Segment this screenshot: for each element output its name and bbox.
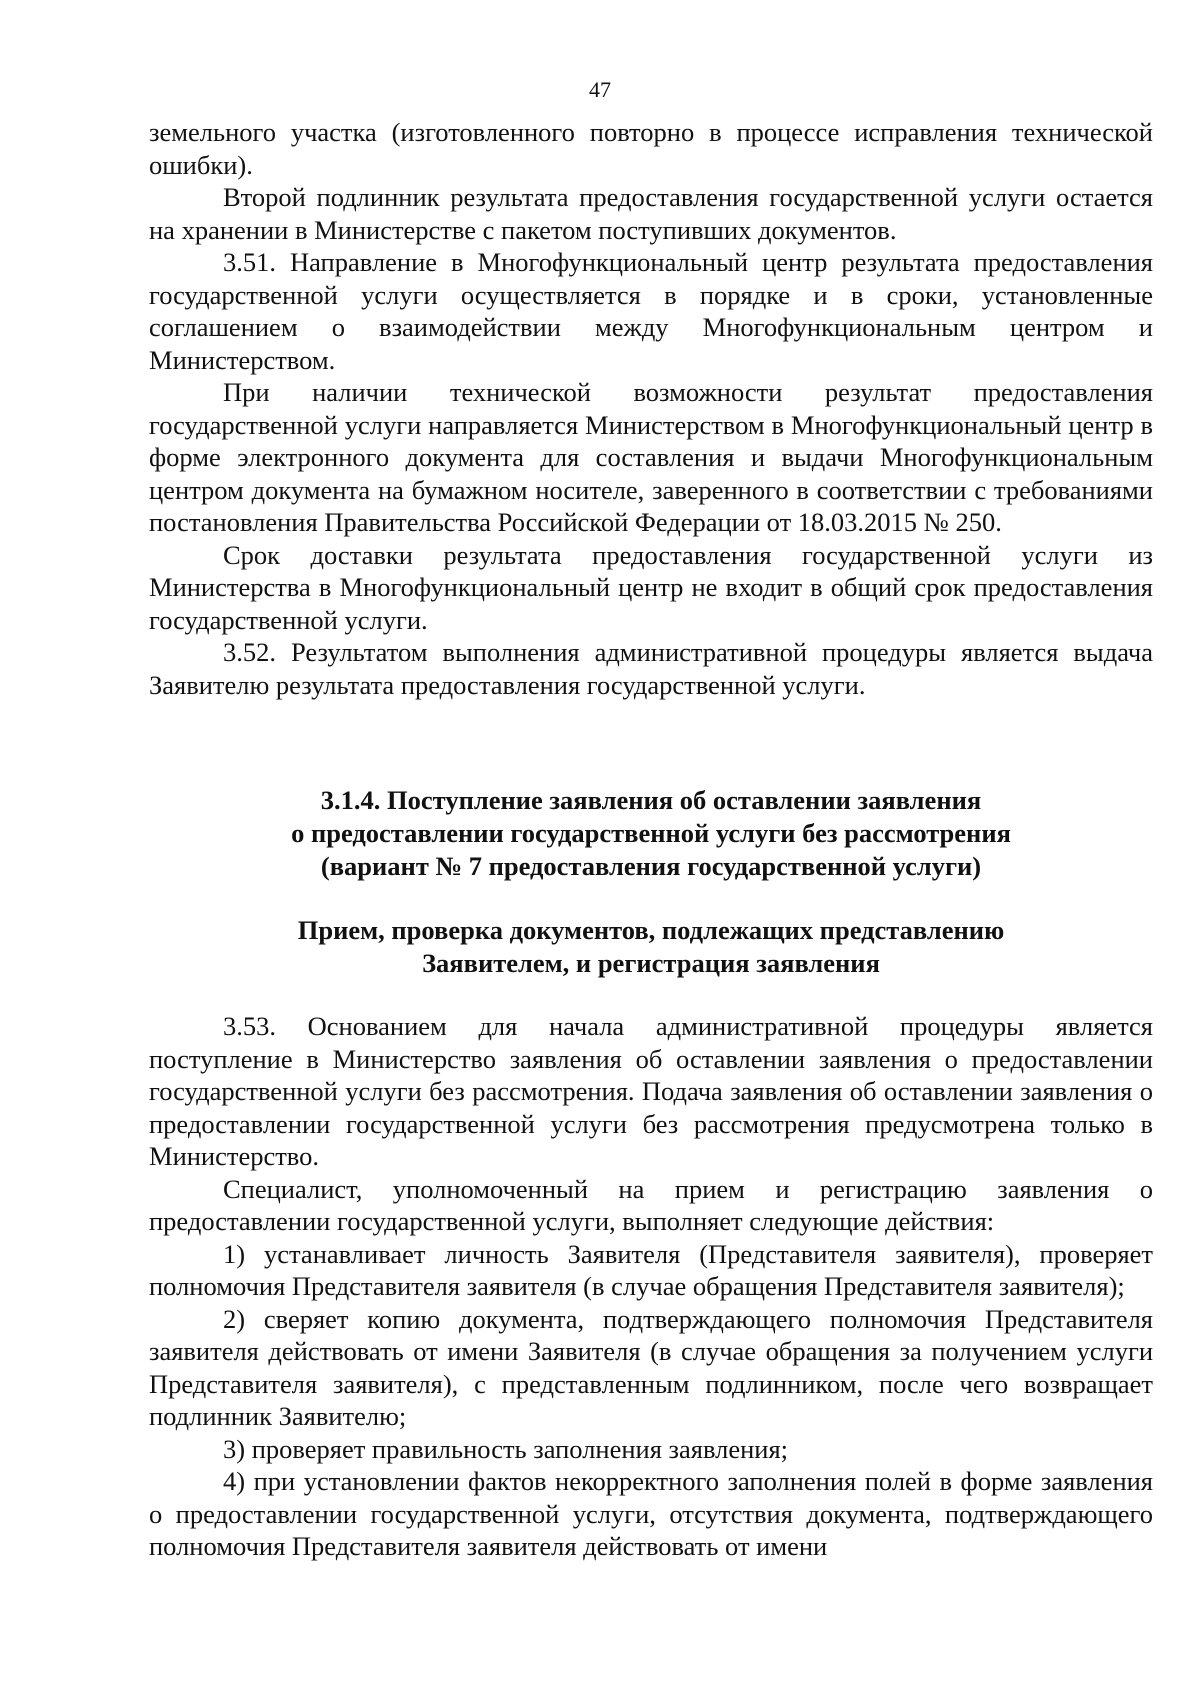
list-item-1: 1) устанавливает личность Заявителя (Представителя заявителя), проверяет полномочия Представителя заявителя (в случае обращения Представителя заявителя); — [149, 1238, 1153, 1301]
subsection-heading-line-2: Заявителем, и регистрация заявления — [422, 948, 880, 978]
list-item-2: 2) сверяет копию документа, подтверждающего полномочия Представителя заявителя действовать от имени Заявителя (в случае обращения за получением услуги Представителя заявителя), с представленным подлинником, после чего возвращает подлинник Заявителю; — [149, 1303, 1153, 1431]
paragraph-3-52: 3.52. Результатом выполнения административной процедуры является выдача Заявителю результата предоставления государственной услуги. — [149, 637, 1153, 700]
paragraph-second-original: Второй подлинник результата предоставления государственной услуги остается на хранении в Министерстве с пакетом поступивших документов. — [149, 182, 1153, 245]
paragraph-electronic-document: При наличии технической возможности результат предоставления государственной услуги направляется Министерством в Многофункциональный центр в форме электронного документа для составления и выдачи Многофункциональным центром документа на бумажном носителе, заверенного в соответствии с требованиями постановления Правительства Российской Федерации от 18.03.2015 № 250. — [149, 377, 1153, 537]
list-item-4: 4) при установлении фактов некорректного заполнения полей в форме заявления о предоставлении государственной услуги, отсутствия документа, подтверждающего полномочия Представителя заявителя действовать от имени — [149, 1466, 1153, 1561]
section-heading-line-2: о предоставлении государственной услуги без рассмотрения — [291, 818, 1011, 848]
section-heading — [149, 784, 1153, 883]
list-item-3: 3) проверяет правильность заполнения заявления; — [223, 1433, 789, 1464]
top-text-block — [149, 116, 1153, 701]
paragraph-continuation: земельного участка (изготовленного повторно в процессе исправления технической ошибки). — [149, 117, 1153, 180]
section-heading-line-3: (вариант № 7 предоставления государственной услуги) — [320, 851, 982, 881]
paragraph-delivery-term: Срок доставки результата предоставления государственной услуги из Министерства в Многофункциональный центр не входит в общий срок предоставления государственной услуги. — [149, 539, 1153, 635]
section-heading-line-1: 3.1.4. Поступление заявления об оставлении заявления — [320, 785, 982, 815]
subsection-heading — [149, 914, 1153, 980]
page-number: 47 — [589, 77, 611, 102]
paragraph-3-51: 3.51. Направление в Многофункциональный центр результата предоставления государственной услуги осуществляется в порядке и в сроки, установленные соглашением о взаимодействии между Многофункциональным центром и Министерством. — [149, 247, 1153, 375]
subsection-heading-line-1: Прием, проверка документов, подлежащих представлению — [297, 915, 1005, 945]
bottom-text-block — [149, 1010, 1153, 1563]
paragraph-3-53: 3.53. Основанием для начала административной процедуры является поступление в Министерство заявления об оставлении заявления о предоставлении государственной услуги без рассмотрения. Подача заявления об оставлении заявления о предоставлении государственной услуги без рассмотрения предусмотрена только в Министерство. — [149, 1011, 1153, 1171]
paragraph-specialist: Специалист, уполномоченный на прием и регистрацию заявления о предоставлении государственной услуги, выполняет следующие действия: — [149, 1173, 1153, 1236]
